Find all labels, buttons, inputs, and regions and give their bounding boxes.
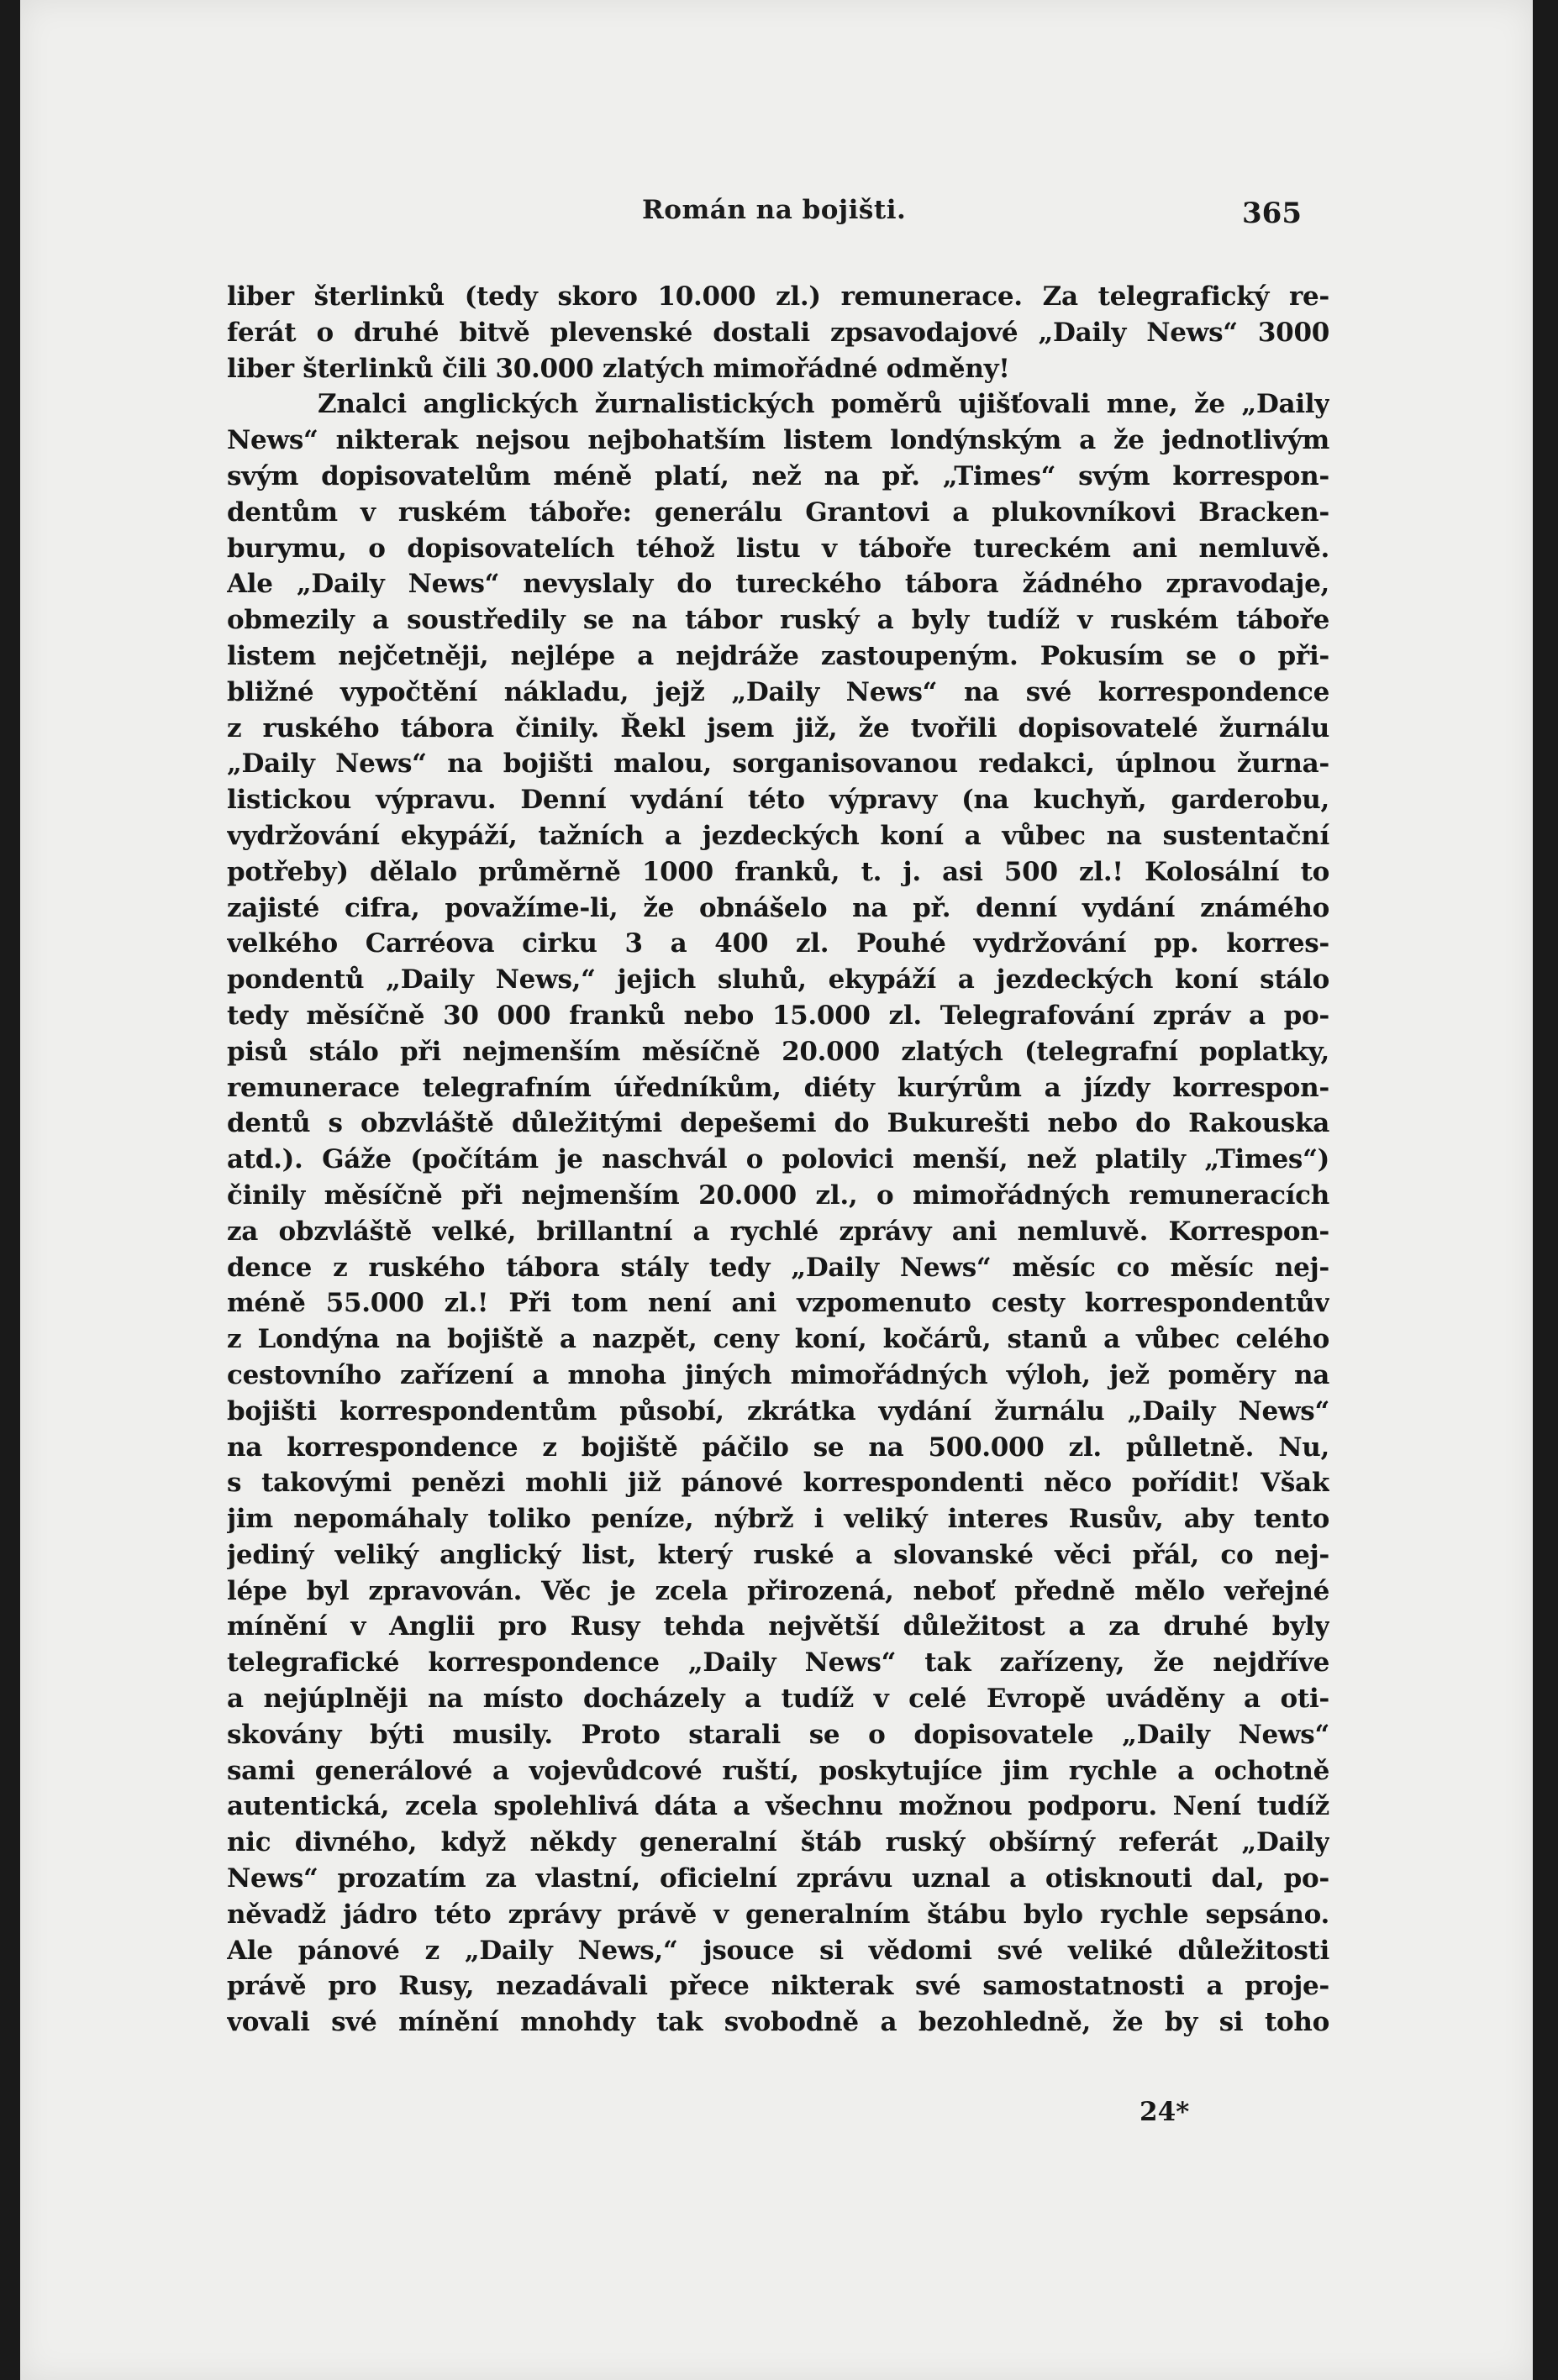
text-line: liber šterlinků čili 30.000 zlatých mimořádné odměny!	[227, 353, 1010, 384]
text-line: svým dopisovatelům méně platí, než na př. „Times“ svým korrespon-	[227, 460, 1329, 491]
text-line: právě pro Rusy, nezadávali přece nikterak své samostatnosti a proje-	[227, 1971, 1329, 2002]
text-line: bližné vypočtění nákladu, jejž „Daily News“ na své korrespondence	[227, 676, 1329, 707]
running-head	[20, 195, 1533, 245]
text-line: listem nejčetněji, nejlépe a nejdráže zastoupeným. Pokusím se o při-	[227, 640, 1329, 671]
text-line: sami generálové a vojevůdcové ruští, poskytujíce jim rychle a ochotně	[227, 1755, 1329, 1786]
text-line: s takovými penězi mohli již pánové korrespondenti něco pořídit! Však	[227, 1468, 1329, 1499]
text-line: z ruského tábora činily. Řekl jsem již, že tvořili dopisovatelé žurnálu	[227, 712, 1329, 743]
text-line: Znalci anglických žurnalistických poměrů ujišťovali mne, že „Daily	[318, 389, 1329, 420]
text-line: mínění v Anglii pro Rusy tehda největší důležitost a za druhé byly	[227, 1611, 1329, 1642]
text-line: tedy měsíčně 30 000 franků nebo 15.000 zl. Telegrafování zpráv a po-	[227, 1000, 1329, 1031]
text-line: jediný veliký anglický list, který ruské a slovanské věci přál, co nej-	[227, 1539, 1329, 1570]
text-line: remunerace telegrafním úředníkům, diéty kurýrům a jízdy korrespon-	[227, 1072, 1329, 1103]
text-line: skovány býti musily. Proto starali se o dopisovatele „Daily News“	[227, 1719, 1329, 1750]
text-line: pisů stálo při nejmenším měsíčně 20.000 zlatých (telegrafní poplatky,	[227, 1036, 1329, 1067]
book-page	[20, 0, 1533, 2380]
text-line: telegrafické korrespondence „Daily News“ tak zařízeny, že nejdříve	[227, 1647, 1329, 1679]
text-line: vydržování ekypáží, tažních a jezdeckých koní a vůbec na sustentační	[227, 820, 1329, 851]
text-line: potřeby) dělalo průměrně 1000 franků, t. j. asi 500 zl.! Kolosální to	[227, 856, 1329, 887]
running-title: Román na bojišti.	[642, 195, 907, 225]
text-line: cestovního zařízení a mnoha jiných mimořádných výloh, jež poměry na	[227, 1359, 1329, 1390]
text-line: listickou výpravu. Denní vydání této výpravy (na kuchyň, garderobu,	[227, 785, 1329, 816]
text-line: Ale „Daily News“ nevyslaly do tureckého tábora žádného zpravodaje,	[227, 569, 1329, 600]
text-line: bojišti korrespondentům působí, zkrátka vydání žurnálu „Daily News“	[227, 1395, 1329, 1426]
text-line: News“ nikterak nejsou nejbohatším listem londýnským a že jednotlivým	[227, 425, 1329, 456]
text-line: lépe byl zpravován. Věc je zcela přirozená, neboť předně mělo veřejné	[227, 1575, 1329, 1606]
page-number: 365	[1242, 197, 1302, 230]
text-line: jim nepomáhaly toliko peníze, nýbrž i veliký interes Rusův, aby tento	[227, 1504, 1329, 1535]
text-line: dentů s obzvláště důležitými depešemi do Bukurešti nebo do Rakouska	[227, 1108, 1329, 1139]
text-line: dentům v ruském táboře: generálu Grantovi a plukovníkovi Bracken-	[227, 496, 1329, 528]
text-line: vovali své mínění mnohdy tak svobodně a bezohledně, že by si toho	[227, 2007, 1329, 2038]
signature-mark: 24*	[1140, 2097, 1190, 2127]
text-line: obmezily a soustředily se na tábor ruský a byly tudíž v ruském táboře	[227, 605, 1329, 636]
text-line: velkého Carréova cirku 3 a 400 zl. Pouhé vydržování pp. korres-	[227, 928, 1329, 959]
text-line: „Daily News“ na bojišti malou, sorganisovanou redakci, úplnou žurna-	[227, 749, 1329, 780]
text-line: zajisté cifra, považíme-li, že obnášelo na př. denní vydání známého	[227, 892, 1329, 923]
text-line: něvadž jádro této zprávy právě v generalním štábu bylo rychle sepsáno.	[227, 1899, 1329, 1930]
text-line: dence z ruského tábora stály tedy „Daily News“ měsíc co měsíc nej-	[227, 1252, 1329, 1283]
text-line: autentická, zcela spolehlivá dáta a všechnu možnou podporu. Není tudíž	[227, 1791, 1329, 1822]
text-line: činily měsíčně při nejmenším 20.000 zl., o mimořádných remuneracích	[227, 1179, 1329, 1211]
text-line: méně 55.000 zl.! Při tom není ani vzpomenuto cesty korrespondentův	[227, 1288, 1329, 1319]
text-line: News“ prozatím za vlastní, oficielní zprávu uznal a otisknouti dal, po-	[227, 1863, 1329, 1894]
text-line: nic divného, když někdy generalní štáb ruský obšírný referát „Daily	[227, 1827, 1329, 1858]
text-line: z Londýna na bojiště a nazpět, ceny koní, kočárů, stanů a vůbec celého	[227, 1324, 1329, 1355]
text-line: a nejúplněji na místo docházely a tudíž v celé Evropě uváděny a oti-	[227, 1684, 1329, 1715]
text-line: atd.). Gáže (počítám je naschvál o polovici menší, než platily „Times“)	[227, 1144, 1329, 1175]
text-line: Ale pánové z „Daily News,“ jsouce si vědomi své veliké důležitosti	[227, 1935, 1329, 1966]
text-line: za obzvláště velké, brillantní a rychlé zprávy ani nemluvě. Korrespon-	[227, 1216, 1329, 1247]
text-line: pondentů „Daily News,“ jejich sluhů, ekypáží a jezdeckých koní stálo	[227, 964, 1329, 996]
text-line: na korrespondence z bojiště páčilo se na 500.000 zl. půlletně. Nu,	[227, 1432, 1329, 1463]
body-text	[227, 279, 1329, 2041]
text-line: burymu, o dopisovatelích téhož listu v táboře tureckém ani nemluvě.	[227, 533, 1329, 564]
text-line: ferát o druhé bitvě plevenské dostali zpsavodajové „Daily News“ 3000	[227, 317, 1329, 348]
text-line: liber šterlinků (tedy skoro 10.000 zl.) remunerace. Za telegrafický re-	[227, 281, 1329, 312]
